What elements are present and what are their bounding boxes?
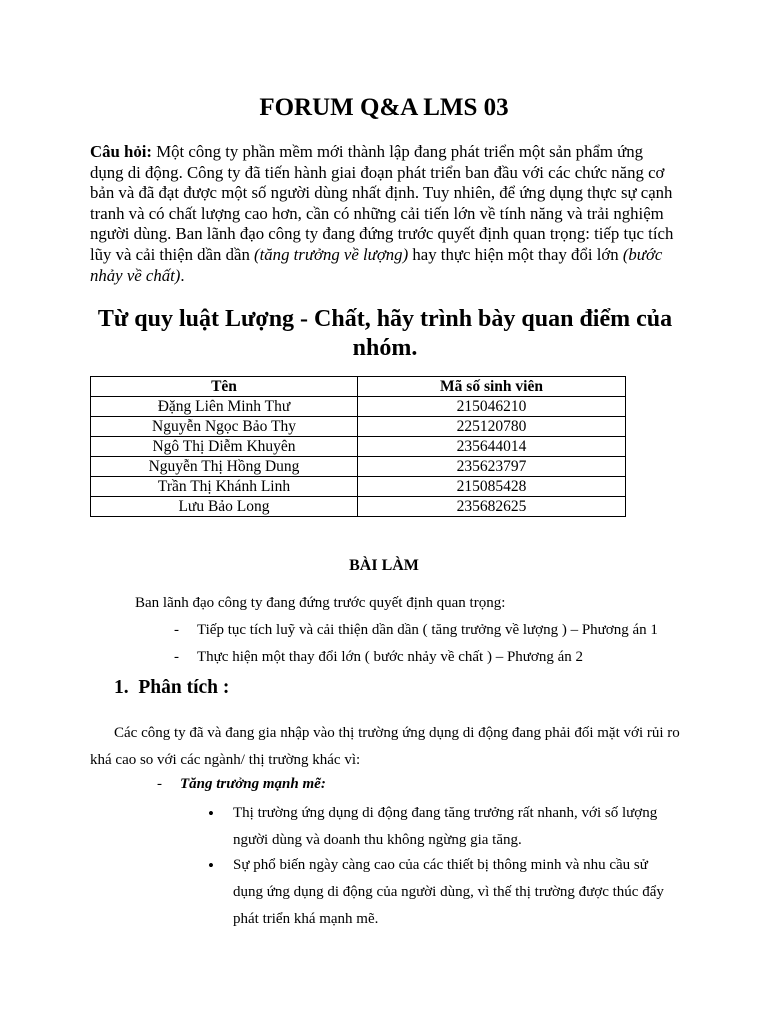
sub-heading: Tăng trưởng mạnh mẽ:: [180, 776, 326, 792]
table-row: [91, 397, 626, 417]
dash-marker: -: [174, 649, 179, 665]
member-id: 235644014: [358, 437, 626, 457]
member-name: Đặng Liên Minh Thư: [91, 397, 358, 417]
sub-heading-item: [157, 776, 326, 793]
member-id: 215046210: [358, 397, 626, 417]
analysis-paragraph: Các công ty đã và đang gia nhập vào thị trường ứng dụng di động đang phải đối mặt với rủi ro khá cao so với các ngành/ thị trường khác vì:: [90, 725, 680, 768]
document-title: FORUM Q&A LMS 03: [259, 94, 509, 121]
section-number: 1.: [114, 677, 129, 698]
bullet-item-2: Sự phổ biến ngày càng cao của các thiết bị thông minh và nhu cầu sử dụng ứng dụng di động của người dùng, vì thế thị trường được thúc đẩy phát triển khá mạnh mẽ.: [233, 857, 664, 927]
member-name: Lưu Bảo Long: [91, 497, 358, 517]
intro-text: Ban lãnh đạo công ty đang đứng trước quyết định quan trọng:: [135, 595, 506, 611]
table-row: [91, 477, 626, 497]
question-paragraph: [90, 142, 680, 286]
member-name: Nguyễn Ngọc Bảo Thy: [91, 417, 358, 437]
table-row: [91, 457, 626, 477]
bullet-dot: •: [208, 804, 214, 823]
member-name: Trần Thị Khánh Linh: [91, 477, 358, 497]
table-header-row: [91, 377, 626, 397]
member-name: Ngô Thị Diễm Khuyên: [91, 437, 358, 457]
section-heading: [114, 677, 229, 699]
header-student-id: Mã số sinh viên: [358, 377, 626, 397]
option-item-1: [174, 622, 658, 639]
assignment-subtitle: Từ quy luật Lượng - Chất, hãy trình bày quan điểm của nhóm.: [97, 306, 673, 361]
bullet-dot: •: [208, 856, 214, 875]
member-id: 225120780: [358, 417, 626, 437]
members-table: [90, 376, 626, 517]
section-title: Phân tích :: [138, 677, 230, 698]
member-id: 215085428: [358, 477, 626, 497]
question-text-3: .: [180, 265, 185, 285]
bullet-item-1: Thị trường ứng dụng di động đang tăng trưởng rất nhanh, với số lượng người dùng và doanh thu không ngừng gia tăng.: [233, 805, 658, 848]
table-row: [91, 417, 626, 437]
option-item-2: [174, 649, 583, 666]
question-text-2: hay thực hiện một thay đổi lớn: [408, 244, 623, 264]
member-name: Nguyễn Thị Hồng Dung: [91, 457, 358, 477]
option-text: Thực hiện một thay đổi lớn ( bước nhảy về chất ) – Phương án 2: [197, 649, 584, 665]
question-italic-1: (tăng trưởng về lượng): [254, 244, 409, 264]
option-text: Tiếp tục tích luỹ và cải thiện dần dần ( tăng trưởng về lượng ) – Phương án 1: [197, 622, 658, 638]
member-id: 235682625: [358, 497, 626, 517]
question-label: Câu hỏi:: [90, 142, 153, 161]
bai-lam-heading: BÀI LÀM: [349, 557, 419, 574]
question-text-1: Một công ty phần mềm mới thành lập đang phát triển một sản phẩm ứng dụng di động. Công ty đã tiến hành giai đoạn phát triển ban đầu với các chức năng cơ bản và đã đạt được một số người dùng nhất định. Tuy nhiên, để ứng dụng thực sự cạnh tranh và có chất lượng cao hơn, cần có những cải tiến lớn về tính năng và trải nghiệm người dùng. Ban lãnh đạo công ty đang đứng trước quyết định quan trọng: tiếp tục tích lũy và cải thiện dần dần: [90, 142, 674, 264]
dash-marker: -: [174, 622, 179, 638]
dash-marker: -: [157, 776, 162, 792]
member-id: 235623797: [358, 457, 626, 477]
table-row: [91, 437, 626, 457]
question-italic-2: (bước nhảy về chất): [90, 244, 663, 285]
header-name: Tên: [91, 377, 358, 397]
table-row: [91, 497, 626, 517]
